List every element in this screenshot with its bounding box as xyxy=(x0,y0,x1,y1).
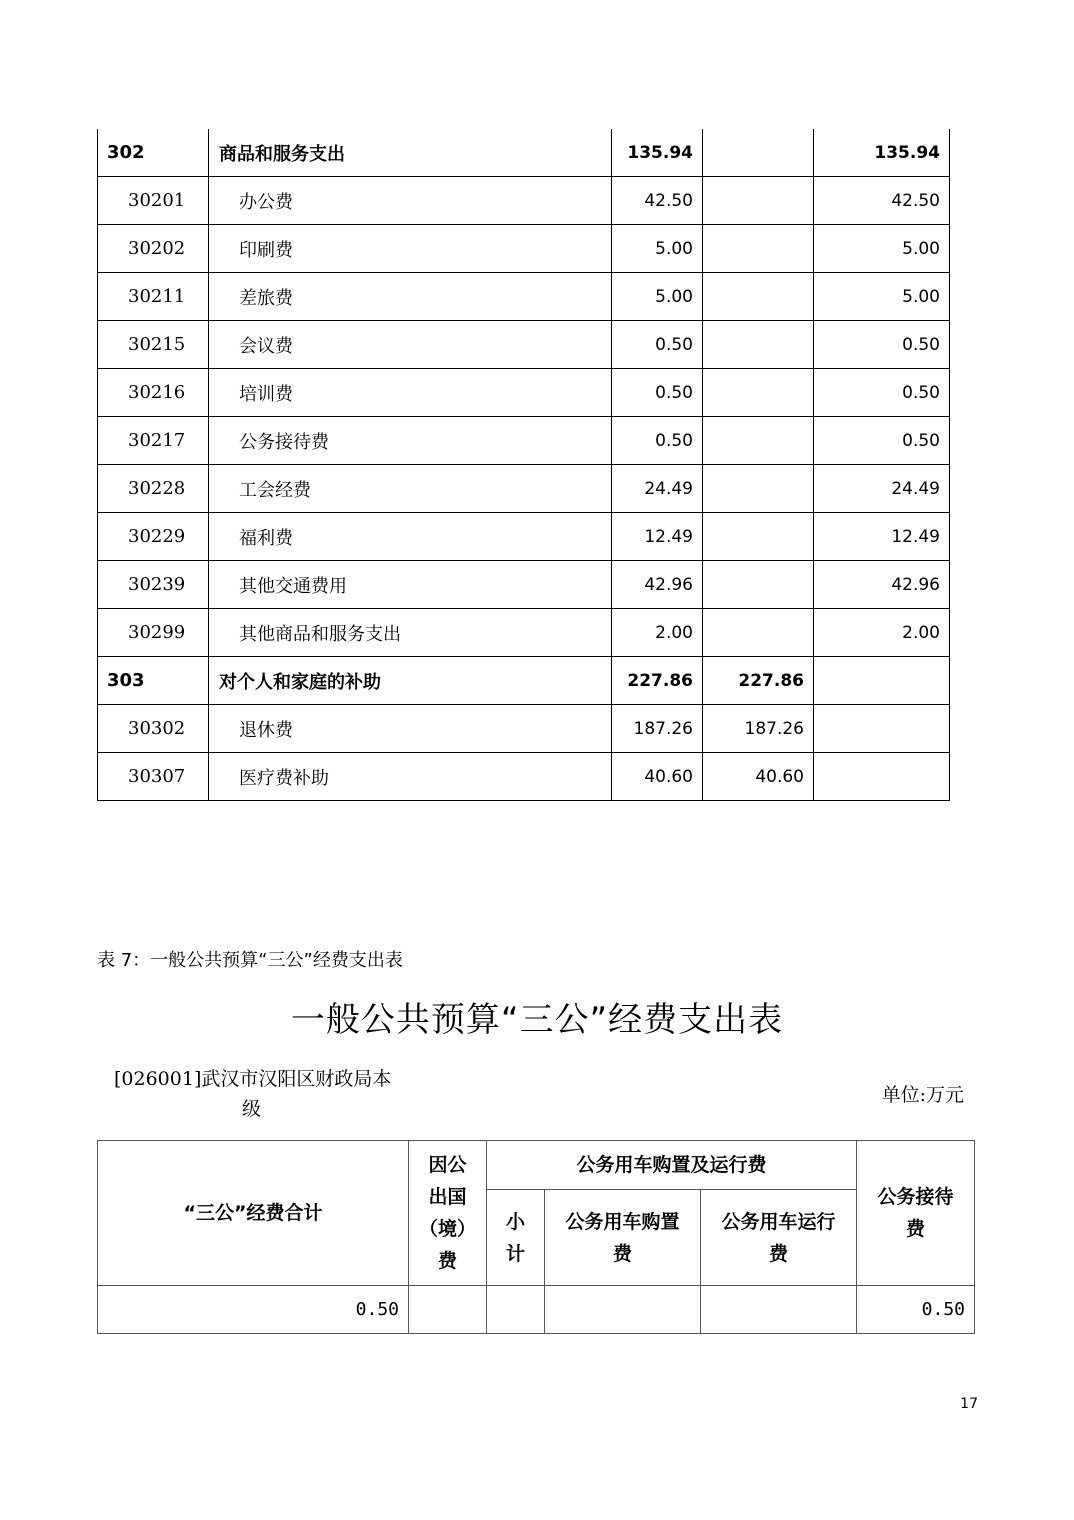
unit-name xyxy=(114,1064,414,1124)
cell-total: 2.00 xyxy=(612,609,703,657)
cell-project xyxy=(814,705,950,753)
cell-name: 培训费 xyxy=(209,369,612,417)
cell-total: 42.96 xyxy=(612,561,703,609)
header-abroad-line1: 因公 xyxy=(428,1154,467,1176)
header-abroad-line2: 出国 xyxy=(428,1186,467,1208)
cell-code: 30229 xyxy=(98,513,209,561)
cell-total: 40.60 xyxy=(612,753,703,801)
header-reception-line1: 公务接待 xyxy=(877,1186,954,1208)
cell-project: 0.50 xyxy=(814,321,950,369)
cell-project: 0.50 xyxy=(814,417,950,465)
cell-basic xyxy=(703,465,814,513)
cell-total: 5.00 xyxy=(612,225,703,273)
cell-code: 302 xyxy=(98,129,209,177)
cell-name: 其他商品和服务支出 xyxy=(209,609,612,657)
cell-name: 印刷费 xyxy=(209,225,612,273)
header-abroad-line4: 费 xyxy=(437,1250,457,1272)
cell-project: 5.00 xyxy=(814,225,950,273)
unit-name-line1: [026001]武汉市汉阳区财政局本 xyxy=(114,1068,392,1090)
header-vehicle-group: 公务用车购置及运行费 xyxy=(487,1141,857,1190)
cell-code: 30211 xyxy=(98,273,209,321)
table-row xyxy=(98,609,950,657)
cell-code: 30302 xyxy=(98,705,209,753)
value-vehicle-operation xyxy=(701,1286,857,1334)
table-row xyxy=(98,273,950,321)
cell-basic xyxy=(703,225,814,273)
table-row xyxy=(98,753,950,801)
value-vehicle-purchase xyxy=(545,1286,701,1334)
cell-basic xyxy=(703,369,814,417)
cell-basic: 40.60 xyxy=(703,753,814,801)
table-row xyxy=(98,369,950,417)
cell-name: 办公费 xyxy=(209,177,612,225)
cell-code: 30299 xyxy=(98,609,209,657)
cell-project xyxy=(814,753,950,801)
header-reception xyxy=(857,1141,975,1286)
page-title: 一般公共预算“三公”经费支出表 xyxy=(290,1000,784,1040)
cell-project: 135.94 xyxy=(814,129,950,177)
cell-total: 5.00 xyxy=(612,273,703,321)
table-row xyxy=(98,513,950,561)
cell-project: 12.49 xyxy=(814,513,950,561)
header-vehicle-operation xyxy=(701,1190,857,1286)
cell-name: 工会经费 xyxy=(209,465,612,513)
cell-code: 30201 xyxy=(98,177,209,225)
cell-basic xyxy=(703,321,814,369)
cell-basic xyxy=(703,561,814,609)
table-row xyxy=(98,225,950,273)
cell-total: 135.94 xyxy=(612,129,703,177)
cell-project: 42.50 xyxy=(814,177,950,225)
cell-project: 42.96 xyxy=(814,561,950,609)
expense-detail-table xyxy=(97,129,950,801)
header-vehicle-purchase xyxy=(545,1190,701,1286)
table-row xyxy=(98,129,950,177)
header-abroad-line3: （境） xyxy=(418,1218,476,1240)
cell-code: 30216 xyxy=(98,369,209,417)
value-reception: 0.50 xyxy=(857,1286,975,1334)
cell-basic xyxy=(703,129,814,177)
cell-total: 12.49 xyxy=(612,513,703,561)
cell-code: 30215 xyxy=(98,321,209,369)
table-row xyxy=(98,177,950,225)
cell-basic xyxy=(703,273,814,321)
cell-name: 差旅费 xyxy=(209,273,612,321)
header-subtotal-line1: 小 xyxy=(505,1210,525,1233)
table-row xyxy=(98,417,950,465)
table-row xyxy=(98,321,950,369)
unit-name-line2: 级 xyxy=(242,1098,262,1120)
header-operation-line2: 费 xyxy=(768,1242,788,1265)
page-number: 17 xyxy=(960,1396,978,1412)
three-public-expense-table xyxy=(97,1140,975,1334)
cell-name: 商品和服务支出 xyxy=(209,129,612,177)
header-reception-line2: 费 xyxy=(905,1218,925,1240)
header-purchase-line2: 费 xyxy=(612,1242,632,1265)
cell-total: 0.50 xyxy=(612,321,703,369)
cell-total: 24.49 xyxy=(612,465,703,513)
cell-code: 30228 xyxy=(98,465,209,513)
cell-project: 0.50 xyxy=(814,369,950,417)
table-caption: 表 7：一般公共预算“三公”经费支出表 xyxy=(97,950,403,971)
cell-project: 24.49 xyxy=(814,465,950,513)
unit-label: 单位:万元 xyxy=(881,1084,964,1106)
cell-basic xyxy=(703,609,814,657)
value-abroad xyxy=(409,1286,487,1334)
header-subtotal xyxy=(487,1190,545,1286)
cell-basic xyxy=(703,513,814,561)
table-row xyxy=(98,561,950,609)
header-abroad xyxy=(409,1141,487,1286)
cell-code: 30202 xyxy=(98,225,209,273)
cell-project: 5.00 xyxy=(814,273,950,321)
cell-basic: 187.26 xyxy=(703,705,814,753)
cell-total: 187.26 xyxy=(612,705,703,753)
cell-name: 退休费 xyxy=(209,705,612,753)
cell-code: 30239 xyxy=(98,561,209,609)
cell-code: 30217 xyxy=(98,417,209,465)
cell-code: 30307 xyxy=(98,753,209,801)
cell-name: 福利费 xyxy=(209,513,612,561)
cell-code: 303 xyxy=(98,657,209,705)
table-row xyxy=(98,657,950,705)
cell-basic: 227.86 xyxy=(703,657,814,705)
cell-basic xyxy=(703,417,814,465)
cell-name: 其他交通费用 xyxy=(209,561,612,609)
cell-name: 公务接待费 xyxy=(209,417,612,465)
cell-project xyxy=(814,657,950,705)
table-row xyxy=(98,465,950,513)
header-total: “三公”经费合计 xyxy=(98,1141,409,1286)
cell-total: 42.50 xyxy=(612,177,703,225)
cell-total: 0.50 xyxy=(612,369,703,417)
cell-name: 对个人和家庭的补助 xyxy=(209,657,612,705)
cell-project: 2.00 xyxy=(814,609,950,657)
header-operation-line1: 公务用车运行 xyxy=(721,1210,836,1233)
cell-total: 0.50 xyxy=(612,417,703,465)
cell-name: 医疗费补助 xyxy=(209,753,612,801)
value-total: 0.50 xyxy=(98,1286,409,1334)
header-subtotal-line2: 计 xyxy=(505,1242,525,1265)
value-subtotal xyxy=(487,1286,545,1334)
cell-basic xyxy=(703,177,814,225)
header-purchase-line1: 公务用车购置 xyxy=(565,1210,680,1233)
table-row xyxy=(98,705,950,753)
cell-name: 会议费 xyxy=(209,321,612,369)
cell-total: 227.86 xyxy=(612,657,703,705)
